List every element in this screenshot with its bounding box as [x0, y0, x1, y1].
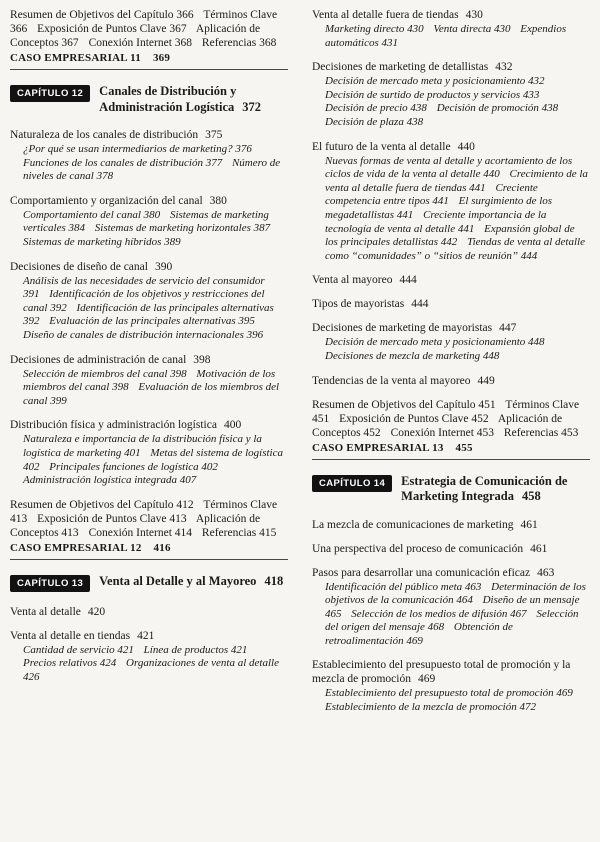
section-page-number: 398 — [193, 353, 211, 366]
endmatter-entry: Aplicación de Conceptos 413 — [10, 512, 261, 539]
subsection-entry: Decisión de promoción 438 — [436, 102, 559, 115]
subsection-entry: Organizaciones de venta al detalle 426 — [23, 657, 279, 683]
subsection-list — [325, 23, 588, 50]
subsection-entry: Selección del origen del mensaje 468 — [325, 607, 579, 634]
chapter-entry — [10, 84, 288, 115]
section-title: El futuro de la venta al detalle 440 — [312, 140, 475, 153]
section-entry — [312, 321, 590, 363]
section-entry — [312, 8, 590, 50]
subsection-entry: Funciones de los canales de distribución 377 — [23, 156, 223, 169]
business-case-entry — [10, 542, 288, 560]
subsection-list — [325, 75, 588, 129]
section-title: Establecimiento del presupuesto total de promoción y la mezcla de promoción 469 — [312, 659, 571, 686]
section-entry — [312, 542, 590, 556]
subsection-list — [23, 433, 286, 487]
section-page-number: 440 — [457, 140, 475, 153]
endmatter-entry: Referencias 368 — [201, 37, 277, 49]
business-case-page-number: 455 — [455, 441, 473, 454]
chapter-title: Canales de Distribución y Administración Logística 372 — [99, 84, 261, 114]
section-page-number: 375 — [205, 129, 223, 141]
endmatter-entry: Referencias 453 — [503, 426, 579, 439]
section-entry — [10, 260, 288, 343]
endmatter-entry: Conexión Internet 414 — [88, 526, 193, 539]
subsection-list — [325, 581, 588, 649]
section-entry — [10, 353, 288, 409]
subsection-entry: Decisión de mercado meta y posicionamiento 448 — [325, 336, 545, 349]
subsection-entry: Sistemas de marketing híbridos 389 — [23, 235, 181, 248]
business-case-label: CASO EMPRESARIAL 13 — [312, 441, 444, 454]
section-entry — [312, 273, 590, 287]
endmatter-entry: Referencias 415 — [201, 526, 277, 539]
section-title: Decisiones de administración de canal 398 — [10, 353, 211, 366]
subsection-entry: Determinación de los objetivos de la comunicación 464 — [325, 580, 586, 607]
section-page-number: 432 — [495, 61, 513, 74]
subsection-entry: El surgimiento de los megadetallistas 441 — [325, 195, 553, 221]
business-case-entry — [312, 442, 590, 460]
subsection-list — [23, 209, 286, 250]
subsection-entry: Obtención de retroalimentación 469 — [325, 621, 513, 647]
chapter-page-number: 458 — [522, 489, 541, 503]
section-entry — [312, 374, 590, 388]
subsection-entry: Decisión de plaza 438 — [325, 115, 424, 128]
subsection-entry: Expansión global de los principales detallistas 442 — [325, 222, 575, 249]
endmatter-entry: Conexión Internet 368 — [88, 37, 193, 49]
section-page-number: 421 — [137, 629, 155, 642]
section-title: Decisiones de marketing de detallistas 432 — [312, 61, 513, 74]
section-title: Venta al mayoreo 444 — [312, 274, 417, 287]
endmatter-entry: Resumen de Objetivos del Capítulo 366 — [10, 9, 194, 21]
subsection-entry: Decisiones de mezcla de marketing 448 — [325, 349, 500, 362]
section-entry — [312, 140, 590, 264]
section-title: Pasos para desarrollar una comunicación eficaz 463 — [312, 566, 555, 579]
subsection-entry: Decisión de surtido de productos y servicios 433 — [325, 88, 540, 101]
section-entry — [10, 128, 288, 184]
section-page-number: 469 — [418, 673, 436, 686]
subsection-entry: Creciente importancia de la tecnología de venta al detalle 441 — [325, 208, 547, 235]
section-page-number: 461 — [520, 518, 538, 531]
subsection-entry: Decisión de precio 438 — [325, 102, 427, 115]
section-page-number: 463 — [537, 566, 555, 579]
section-entry — [312, 658, 590, 714]
endmatter-entry: Exposición de Puntos Clave 367 — [37, 23, 187, 35]
section-title: Decisiones de diseño de canal 390 — [10, 260, 173, 273]
chapter-entry — [10, 574, 288, 592]
section-entry — [10, 418, 288, 487]
chapter-endmatter — [312, 398, 590, 440]
subsection-entry: Sistemas de marketing verticales 384 — [23, 208, 269, 235]
endmatter-entry: Conexión Internet 453 — [390, 426, 495, 439]
business-case-page-number: 369 — [152, 52, 171, 64]
section-entry — [10, 194, 288, 250]
section-entry — [312, 518, 590, 532]
section-entry — [312, 60, 590, 129]
chapter-page-number: 418 — [264, 573, 284, 588]
chapter-title: Venta al Detalle y al Mayoreo 418 — [99, 573, 284, 588]
subsection-entry: Administración logística integrada 407 — [23, 474, 197, 487]
section-page-number: 461 — [530, 542, 548, 555]
subsection-entry: Establecimiento de la mezcla de promoción 472 — [325, 701, 536, 714]
section-page-number: 400 — [223, 419, 242, 432]
section-entry — [10, 605, 288, 619]
section-page-number: 390 — [154, 260, 173, 273]
subsection-entry: Comportamiento del canal 380 — [23, 208, 161, 221]
toc-column-2 — [312, 8, 590, 836]
chapter-badge: CAPÍTULO 14 — [312, 475, 392, 492]
subsection-entry: Motivación de los miembros del canal 398 — [23, 367, 276, 394]
section-entry — [10, 629, 288, 685]
endmatter-entry: Exposición de Puntos Clave 413 — [37, 512, 187, 525]
chapter-endmatter — [10, 498, 288, 540]
subsection-list — [325, 336, 588, 363]
endmatter-entry: Exposición de Puntos Clave 452 — [339, 412, 489, 425]
subsection-entry: Precios relativos 424 — [23, 657, 117, 670]
business-case-label: CASO EMPRESARIAL 12 — [10, 541, 142, 554]
subsection-entry: Selección de los medios de difusión 467 — [351, 607, 527, 620]
subsection-entry: Identificación de las principales alternativas 392 — [23, 301, 274, 328]
chapter-entry — [312, 474, 590, 505]
subsection-list — [23, 275, 286, 343]
subsection-entry: Evaluación de las principales alternativas 395 — [49, 315, 255, 328]
section-page-number: 444 — [411, 298, 429, 311]
section-page-number: 430 — [465, 9, 483, 21]
section-title: Tendencias de la venta al mayoreo 449 — [312, 374, 495, 387]
subsection-entry: Identificación de los objetivos y restricciones del canal 392 — [23, 288, 265, 314]
subsection-entry: Diseño de canales de distribución internacionales 396 — [23, 328, 264, 341]
section-page-number: 449 — [477, 374, 495, 387]
endmatter-entry: Términos Clave 451 — [312, 398, 580, 425]
subsection-entry: Crecimiento de la venta al detalle fuera de tiendas 441 — [325, 168, 588, 194]
chapter-title: Estrategia de Comunicación de Marketing Integrada 458 — [401, 473, 568, 503]
subsection-entry: Sistemas de marketing horizontales 387 — [94, 222, 271, 235]
chapter-badge: CAPÍTULO 12 — [10, 85, 90, 102]
chapter-endmatter — [10, 8, 288, 50]
business-case-page-number: 416 — [153, 541, 171, 554]
endmatter-entry: Resumen de Objetivos del Capítulo 451 — [312, 398, 496, 411]
subsection-entry: Metas del sistema de logística 402 — [23, 446, 283, 473]
section-title: Decisiones de marketing de mayoristas 447 — [312, 322, 517, 335]
subsection-entry: Decisión de mercado meta y posicionamiento 432 — [325, 75, 545, 88]
subsection-entry: Naturaleza e importancia de la distribución física y la logística de marketing 401 — [23, 433, 262, 459]
section-page-number: 420 — [87, 605, 106, 618]
section-entry — [312, 566, 590, 649]
section-page-number: 444 — [399, 274, 417, 287]
subsection-list — [23, 368, 286, 409]
subsection-entry: Identificación del público meta 463 — [325, 580, 482, 593]
endmatter-entry: Resumen de Objetivos del Capítulo 412 — [10, 498, 194, 511]
section-title: Una perspectiva del proceso de comunicación 461 — [312, 542, 548, 555]
business-case-label: CASO EMPRESARIAL 11 — [10, 52, 141, 64]
section-title: Venta al detalle en tiendas 421 — [10, 629, 155, 642]
endmatter-entry: Términos Clave 366 — [10, 9, 278, 35]
subsection-entry: Línea de productos 421 — [143, 643, 248, 656]
subsection-entry: Venta directa 430 — [433, 23, 511, 35]
subsection-entry: Selección de miembros del canal 398 — [23, 367, 187, 380]
subsection-entry: Diseño de un mensaje 465 — [325, 594, 580, 620]
subsection-entry: Cantidad de servicio 421 — [23, 643, 134, 656]
subsection-entry: Creciente competencia entre tipos 441 — [325, 181, 538, 208]
section-title: Venta al detalle 420 — [10, 605, 106, 618]
subsection-entry: Tiendas de venta al detalle como “comunidades” o “sitios de reunión” 444 — [325, 236, 585, 262]
endmatter-entry: Términos Clave 413 — [10, 498, 278, 525]
section-title: Tipos de mayoristas 444 — [312, 298, 429, 311]
business-case-entry — [10, 52, 288, 70]
section-title: Venta al detalle fuera de tiendas 430 — [312, 9, 483, 21]
chapter-page-number: 372 — [242, 99, 261, 114]
subsection-list — [23, 644, 286, 685]
subsection-entry: Evaluación de los miembros del canal 399 — [23, 381, 280, 407]
section-title: Naturaleza de los canales de distribución 375 — [10, 129, 223, 141]
section-entry — [312, 297, 590, 311]
subsection-entry: ¿Por qué se usan intermediarios de marketing? 376 — [23, 143, 252, 155]
subsection-list — [23, 143, 286, 184]
endmatter-entry: Aplicación de Conceptos 452 — [312, 412, 563, 439]
subsection-entry: Nuevas formas de venta al detalle y acortamiento de los ciclos de vida de la venta al detalle 440 — [325, 154, 573, 181]
section-title: La mezcla de comunicaciones de marketing 461 — [312, 518, 538, 531]
chapter-badge: CAPÍTULO 13 — [10, 575, 90, 592]
section-page-number: 447 — [499, 322, 517, 335]
subsection-entry: Análisis de las necesidades de servicio del consumidor 391 — [23, 274, 265, 301]
subsection-entry: Principales funciones de logística 402 — [49, 460, 218, 473]
subsection-entry: Establecimiento del presupuesto total de promoción 469 — [325, 687, 573, 700]
subsection-entry: Expendios automáticos 431 — [325, 23, 567, 49]
subsection-entry: Número de niveles de canal 378 — [23, 156, 281, 183]
subsection-entry: Marketing directo 430 — [325, 23, 424, 35]
endmatter-entry: Aplicación de Conceptos 367 — [10, 23, 261, 49]
section-title: Distribución física y administración logística 400 — [10, 419, 242, 432]
subsection-list — [325, 687, 588, 714]
toc-column-1 — [10, 8, 288, 836]
section-page-number: 380 — [209, 194, 227, 207]
subsection-list — [325, 155, 588, 264]
section-title: Comportamiento y organización del canal 380 — [10, 194, 227, 207]
